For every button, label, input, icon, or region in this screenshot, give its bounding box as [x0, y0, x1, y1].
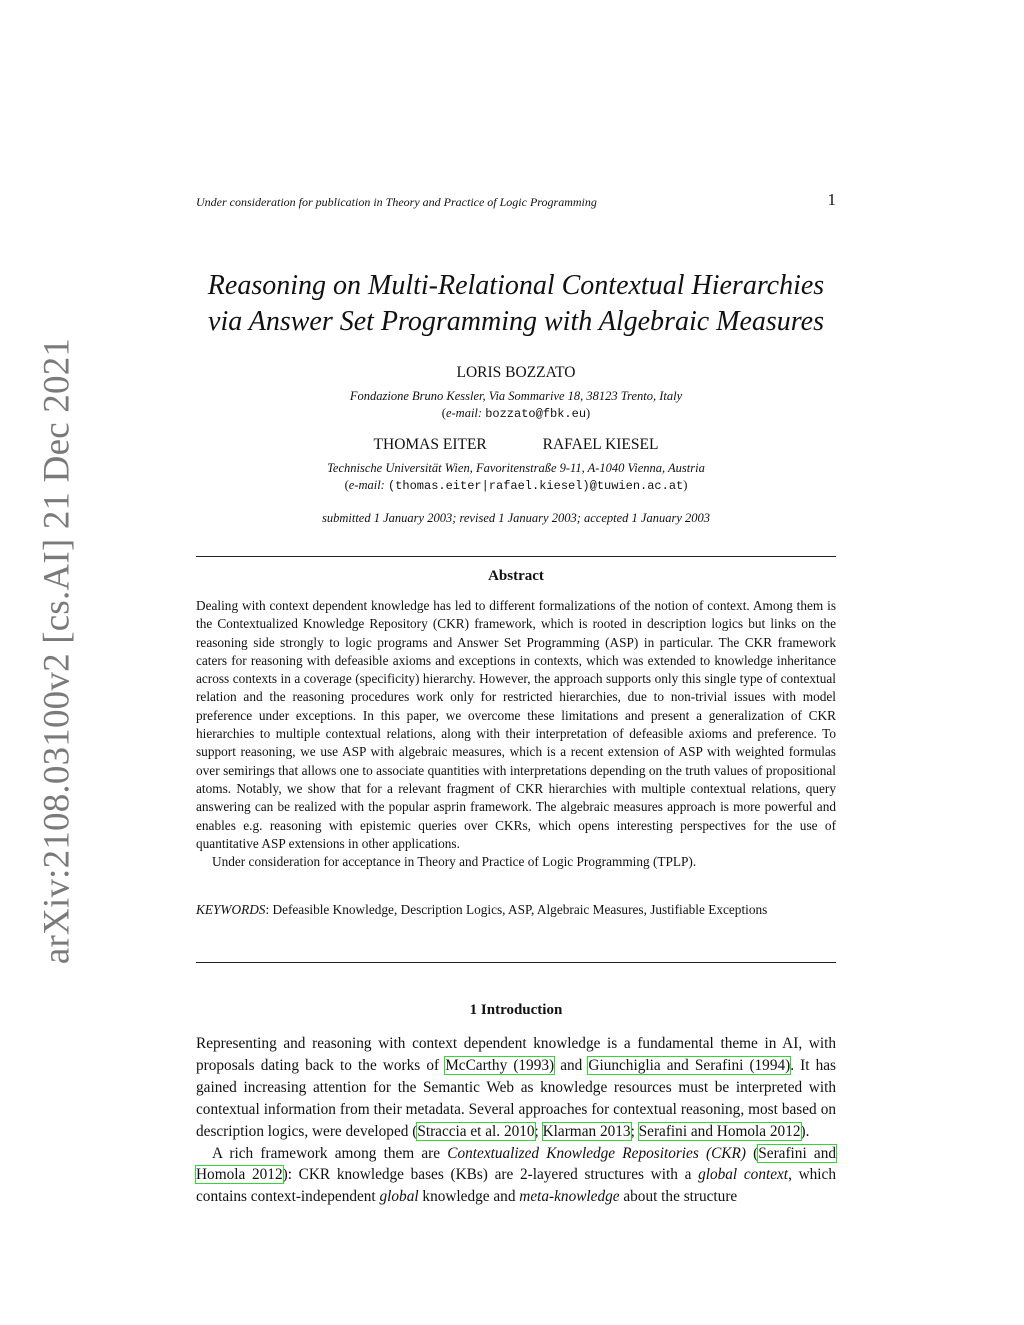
author-1-name: LORIS BOZZATO	[456, 364, 576, 381]
paragraph-2	[196, 1143, 836, 1209]
p2-text-c: ): CKR knowledge bases (KBs) are 2-layered structures with a	[282, 1166, 699, 1184]
author-2-affiliation: Technische Universität Wien, Favoritenstraße 9-11, A-1040 Vienna, Austria	[327, 461, 705, 475]
p1-text-d: ;	[534, 1122, 543, 1140]
abstract-bottom-rule	[196, 962, 836, 963]
p2-text-d: , which contains context-independent	[196, 1166, 836, 1206]
p2-emph-global: global	[379, 1188, 419, 1206]
abstract-top-rule	[196, 556, 836, 557]
running-head	[196, 190, 836, 210]
abstract-heading: Abstract	[488, 568, 544, 584]
citation-klarman[interactable]: Klarman 2013	[542, 1122, 631, 1140]
p1-text-b: and	[554, 1056, 589, 1074]
abstract-body	[196, 597, 836, 871]
p2-emph-global-context: global context	[698, 1166, 789, 1184]
abstract-note: Under consideration for acceptance in Theory and Practice of Logic Programming (TPLP).	[212, 854, 697, 870]
author-1-affiliation: Fondazione Bruno Kessler, Via Sommarive 18, 38123 Trento, Italy	[349, 389, 683, 403]
keywords-label: KEYWORDS	[196, 902, 266, 917]
page-number: 1	[827, 190, 836, 209]
p1-text-a: Representing and reasoning with context dependent knowledge is a fundamental theme in AI, with proposals dating back to the works of	[196, 1035, 836, 1074]
title-line-1: Reasoning on Multi-Relational Contextual Hierarchies	[207, 270, 825, 301]
section-heading: 1 Introduction	[469, 1002, 563, 1018]
keywords-list: : Defeasible Knowledge, Description Logics, ASP, Algebraic Measures, Justifiable Exceptions	[265, 902, 768, 917]
running-head-text: Under consideration for publication in Theory and Practice of Logic Programming	[196, 195, 597, 209]
paragraph-1	[196, 1033, 836, 1143]
p2-text-e: knowledge and	[418, 1188, 520, 1206]
citation-serafini-homola-2[interactable]: Serafini and Homola 2012	[196, 1144, 836, 1184]
author-2-email[interactable]: (thomas.eiter|rafael.kiesel)@tuwien.ac.at	[387, 479, 684, 493]
p2-text-a: A rich framework among them are	[212, 1144, 448, 1162]
author-1-email[interactable]: bozzato@fbk.eu	[485, 407, 587, 421]
author-2-name: THOMAS EITER	[373, 436, 487, 453]
paper-title	[196, 268, 836, 340]
citation-serafini-homola[interactable]: Serafini and Homola 2012	[638, 1122, 801, 1140]
p1-text-c: . It has gained increasing attention for the Semantic Web as knowledge resources must be interpreted with contextual information from their metadata. Several approaches for contextual reasoning, most based on description logics, were developed (	[196, 1056, 836, 1140]
p2-text-f: about the structure	[619, 1188, 738, 1206]
arxiv-identifier: arXiv:2108.03100v2 [cs.AI] 21 Dec 2021	[36, 337, 78, 965]
citation-straccia[interactable]: Straccia et al. 2010	[417, 1122, 535, 1140]
email-prefix-1: e-mail:	[445, 406, 483, 420]
p1-text-f: ).	[800, 1122, 810, 1140]
submission-dates: submitted 1 January 2003; revised 1 January 2003; accepted 1 January 2003	[322, 511, 710, 525]
author-3-name: RAFAEL KIESEL	[542, 436, 659, 453]
section-body	[196, 1033, 836, 1208]
email-prefix-2: e-mail:	[348, 478, 385, 492]
citation-giunchiglia[interactable]: Giunchiglia and Serafini (1994)	[588, 1056, 791, 1074]
p2-emph-ckr: Contextualized Knowledge Repositories (CKR)	[447, 1144, 746, 1162]
p2-emph-meta-knowledge: meta-knowledge	[519, 1188, 620, 1206]
authors-row	[196, 436, 836, 454]
title-line-2: via Answer Set Programming with Algebraic Measures	[208, 306, 824, 337]
p1-text-e: ;	[630, 1122, 639, 1140]
author-2-email-line: (e-mail: (thomas.eiter|rafael.kiesel)@tuwien.ac.at)	[344, 478, 688, 493]
p2-text-b: (	[745, 1144, 759, 1162]
citation-mccarthy[interactable]: McCarthy (1993)	[445, 1056, 555, 1074]
abstract-text: Dealing with context dependent knowledge has led to different formalizations of the notion of context. Among them is the Contextualized Knowledge Repository (CKR) framework, which is rooted in description logics but links on the reasoning side strongly to logic programs and Answer Set Programming (ASP) in particular. The CKR framework caters for reasoning with defeasible axioms and exceptions in contexts, which was extended to knowledge inheritance across contexts in a coverage (specificity) hierarchy. However, the approach supports only this single type of contextual relation and the reasoning procedures work only for restricted hierarchies, due to non-trivial issues with model preference under exceptions. In this paper, we overcome these limitations and present a generalization of CKR hierarchies to multiple contextual relations, along with their interpretation of defeasible axioms and preference. To support reasoning, we use ASP with algebraic measures, which is a recent extension of ASP with weighted formulas over semirings that allows one to associate quantities with interpretations depending on the truth values of propositional atoms. Notably, we show that for a relevant fragment of CKR hierarchies with multiple contextual relations, query answering can be realized with the popular asprin framework. The algebraic measures approach is more powerful and enables e.g. reasoning with epistemic queries over CKRs, which opens interesting perspectives for the use of quantitative ASP extensions in other applications.	[196, 598, 836, 851]
author-1-email-line: (e-mail: bozzato@fbk.eu)	[441, 406, 591, 421]
keywords	[196, 902, 836, 918]
